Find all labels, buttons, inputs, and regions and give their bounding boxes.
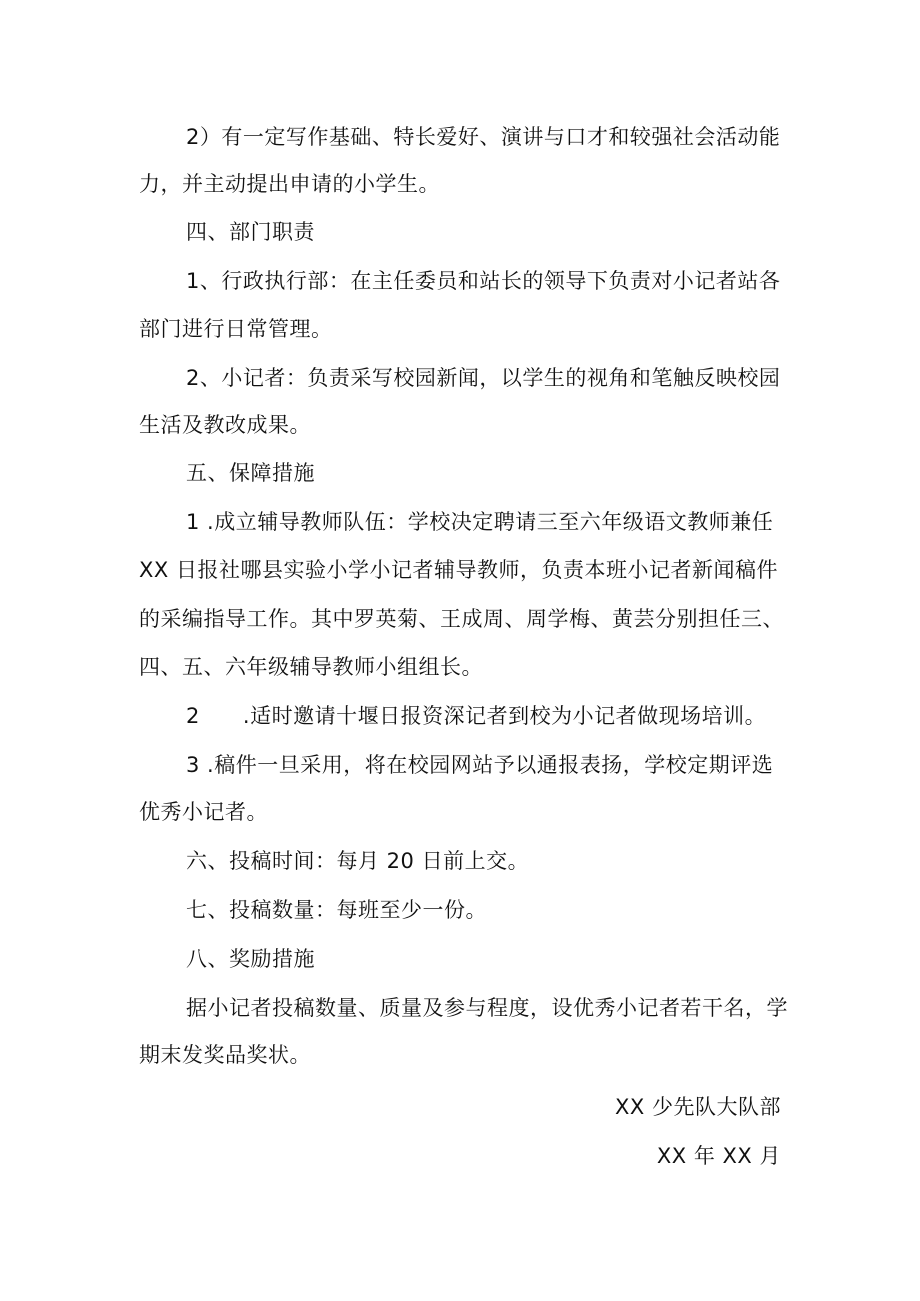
paragraph-line: 的采编指导工作。其中罗英菊、王成周、周学梅、黄芸分别担任三、	[139, 607, 784, 631]
signature-organization: XX 少先队大队部	[615, 1095, 781, 1119]
paragraph-line: 优秀小记者。	[139, 800, 268, 824]
paragraph-line: 部门进行日常管理。	[139, 317, 333, 341]
paragraph-line: 力，并主动提出申请的小学生。	[139, 172, 440, 196]
paragraph-line: 四、五、六年级辅导教师小组组长。	[139, 655, 483, 679]
paragraph-line: 2、小记者：负责采写校园新闻，以学生的视角和笔触反映校园	[186, 366, 781, 390]
signature-date: XX 年 XX 月	[656, 1144, 781, 1168]
paragraph-line: 1 .成立辅导教师队伍：学校决定聘请三至六年级语文教师兼任	[186, 510, 774, 534]
section-heading: 五、保障措施	[186, 461, 315, 485]
paragraph-line: 生活及教改成果。	[139, 413, 311, 437]
section-heading: 六、投稿时间：每月 20 日前上交。	[186, 849, 530, 873]
paragraph-line: 2）有一定写作基础、特长爱好、演讲与口才和较强社会活动能	[186, 125, 781, 149]
paragraph-line: 期末发奖品奖状。	[139, 1043, 311, 1067]
paragraph-line: 据小记者投稿数量、质量及参与程度，设优秀小记者若干名，学	[186, 996, 788, 1020]
paragraph-line: XX 日报社哪县实验小学小记者辅导教师，负责本班小记者新闻稿件	[139, 558, 778, 582]
section-heading: 四、部门职责	[186, 220, 315, 244]
section-heading: 八、奖励措施	[186, 947, 315, 971]
paragraph-line: 1、行政执行部：在主任委员和站长的领导下负责对小记者站各	[186, 269, 781, 293]
paragraph-line: 2 .适时邀请十堰日报资深记者到校为小记者做现场培训。	[186, 704, 767, 728]
section-heading: 七、投稿数量：每班至少一份。	[186, 898, 487, 922]
paragraph-line: 3 .稿件一旦采用，将在校园网站予以通报表扬，学校定期评选	[186, 753, 774, 777]
